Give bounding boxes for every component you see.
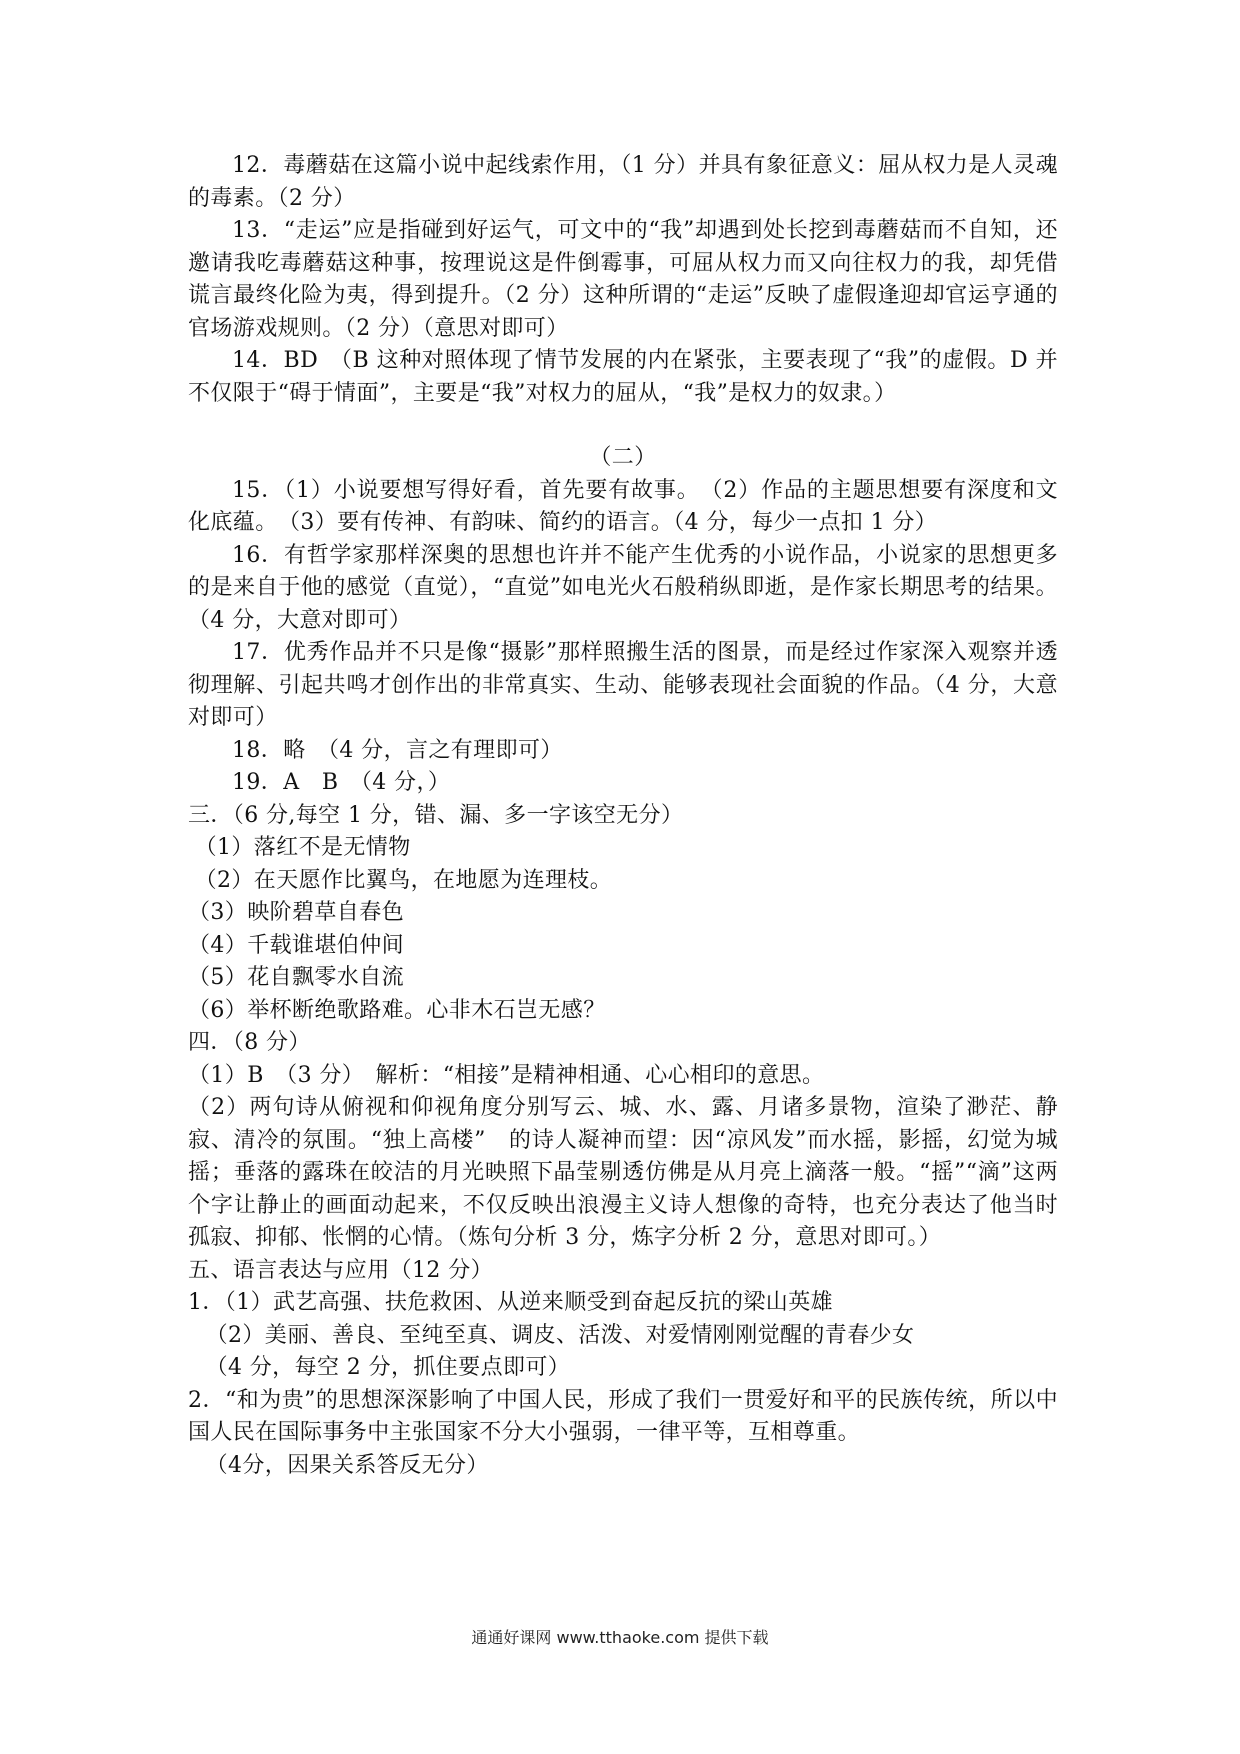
- section-2-title: （二）: [589, 445, 657, 470]
- answer-q18: 18．略 （4 分，言之有理即可）: [232, 737, 563, 763]
- section-3-title: 三．（6 分,每空 1 分，错、漏、多一字该空无分）: [188, 802, 684, 828]
- section-3-item: （2）在天愿作比翼鸟，在地愿为连理枝。: [194, 867, 613, 893]
- answer-q19: 19．A B （4 分，）: [232, 770, 451, 795]
- section-3-item: （6）举杯断绝歌路难。心非木石岂无感？: [188, 997, 606, 1023]
- section-5-q1-a: 1．（1）武艺高强、扶危救困、从逆来顺受到奋起反抗的梁山英雄: [188, 1290, 833, 1315]
- answer-q15: 15．（1）小说要想写得好看，首先要有故事。 （2）作品的主题思想要有深度和文化底蕴。 （3）要有传神、有韵味、简约的语言。（4 分，每少一点扣 1 分）: [188, 477, 1058, 535]
- answer-document: [188, 150, 1058, 1482]
- answer-q12: 12．毒蘑菇在这篇小说中起线索作用，（1 分）并具有象征意义：屈从权力是人灵魂的毒素。（2 分）: [188, 153, 1058, 211]
- answer-q14: 14．BD （B 这种对照体现了情节发展的内在紧张，主要表现了“我”的虚假。D 并不仅限于“碍于情面”，主要是“我”对权力的屈从，“我”是权力的奴隶。）: [188, 348, 1058, 406]
- section-5-q1-note: （4 分，每空 2 分，抓住要点即可）: [205, 1355, 571, 1380]
- section-3-item: （3）映阶碧草自春色: [188, 900, 404, 925]
- section-4-item-1: （1）B （3 分） 解析：“相接”是精神相通、心心相印的意思。: [188, 1062, 825, 1088]
- section-4-item-2: （2）两句诗从俯视和仰视角度分别写云、城、水、露、月诸多景物，渲染了渺茫、静寂、清冷的氛围。“独上高楼” 的诗人凝神而望：因“凉风发”而水摇，影摇，幻觉为城摇；垂落的露珠在皎洁的月光映照下晶莹剔透仿佛是从月亮上滴落一般。“摇”“滴”这两个字让静止的画面动起来，不仅反映出浪漫主义诗人想像的奇特，也充分表达了他当时孤寂、抑郁、怅惘的心情。（炼句分析 3 分，炼字分析 2 分，意思对即可。）: [188, 1095, 1058, 1250]
- section-4-title: 四．（8 分）: [188, 1030, 311, 1055]
- section-5-q2: 2．“和为贵”的思想深深影响了中国人民，形成了我们一贯爱好和平的民族传统，所以中国人民在国际事务中主张国家不分大小强弱，一律平等，互相尊重。: [188, 1387, 1058, 1445]
- section-3-item: （4）千载谁堪伯仲间: [188, 932, 404, 958]
- section-5-title: 五、语言表达与应用（12 分）: [188, 1257, 493, 1283]
- answer-q13: 13．“走运”应是指碰到好运气，可文中的“我”却遇到处长挖到毒蘑菇而不自知，还邀请我吃毒蘑菇这种事，按理说这是件倒霉事，可屈从权力而又向往权力的我，却凭借谎言最终化险为夷，得到提升。（2 分）这种所谓的“走运”反映了虚假逢迎却官运亨通的官场游戏规则。（2 分）（意思对即可）: [188, 218, 1058, 341]
- answer-q17: 17．优秀作品并不只是像“摄影”那样照搬生活的图景，而是经过作家深入观察并透彻理解、引起共鸣才创作出的非常真实、生动、能够表现社会面貌的作品。（4 分，大意对即可）: [188, 640, 1058, 730]
- footer-download-note: 通通好课网 www.tthaoke.com 提供下载: [471, 1628, 769, 1647]
- section-3-item: （5）花自飘零水自流: [188, 965, 404, 990]
- section-5-q1-b: （2）美丽、善良、至纯至真、调皮、活泼、对爱情刚刚觉醒的青春少女: [205, 1322, 915, 1348]
- answer-q16: 16．有哲学家那样深奥的思想也许并不能产生优秀的小说作品，小说家的思想更多的是来自于他的感觉（直觉），“直觉”如电光火石般稍纵即逝，是作家长期思考的结果。（4 分，大意对即可）: [188, 542, 1058, 633]
- section-5-q2-note: （4分，因果关系答反无分）: [205, 1452, 489, 1478]
- section-3-item: （1）落红不是无情物: [194, 835, 411, 860]
